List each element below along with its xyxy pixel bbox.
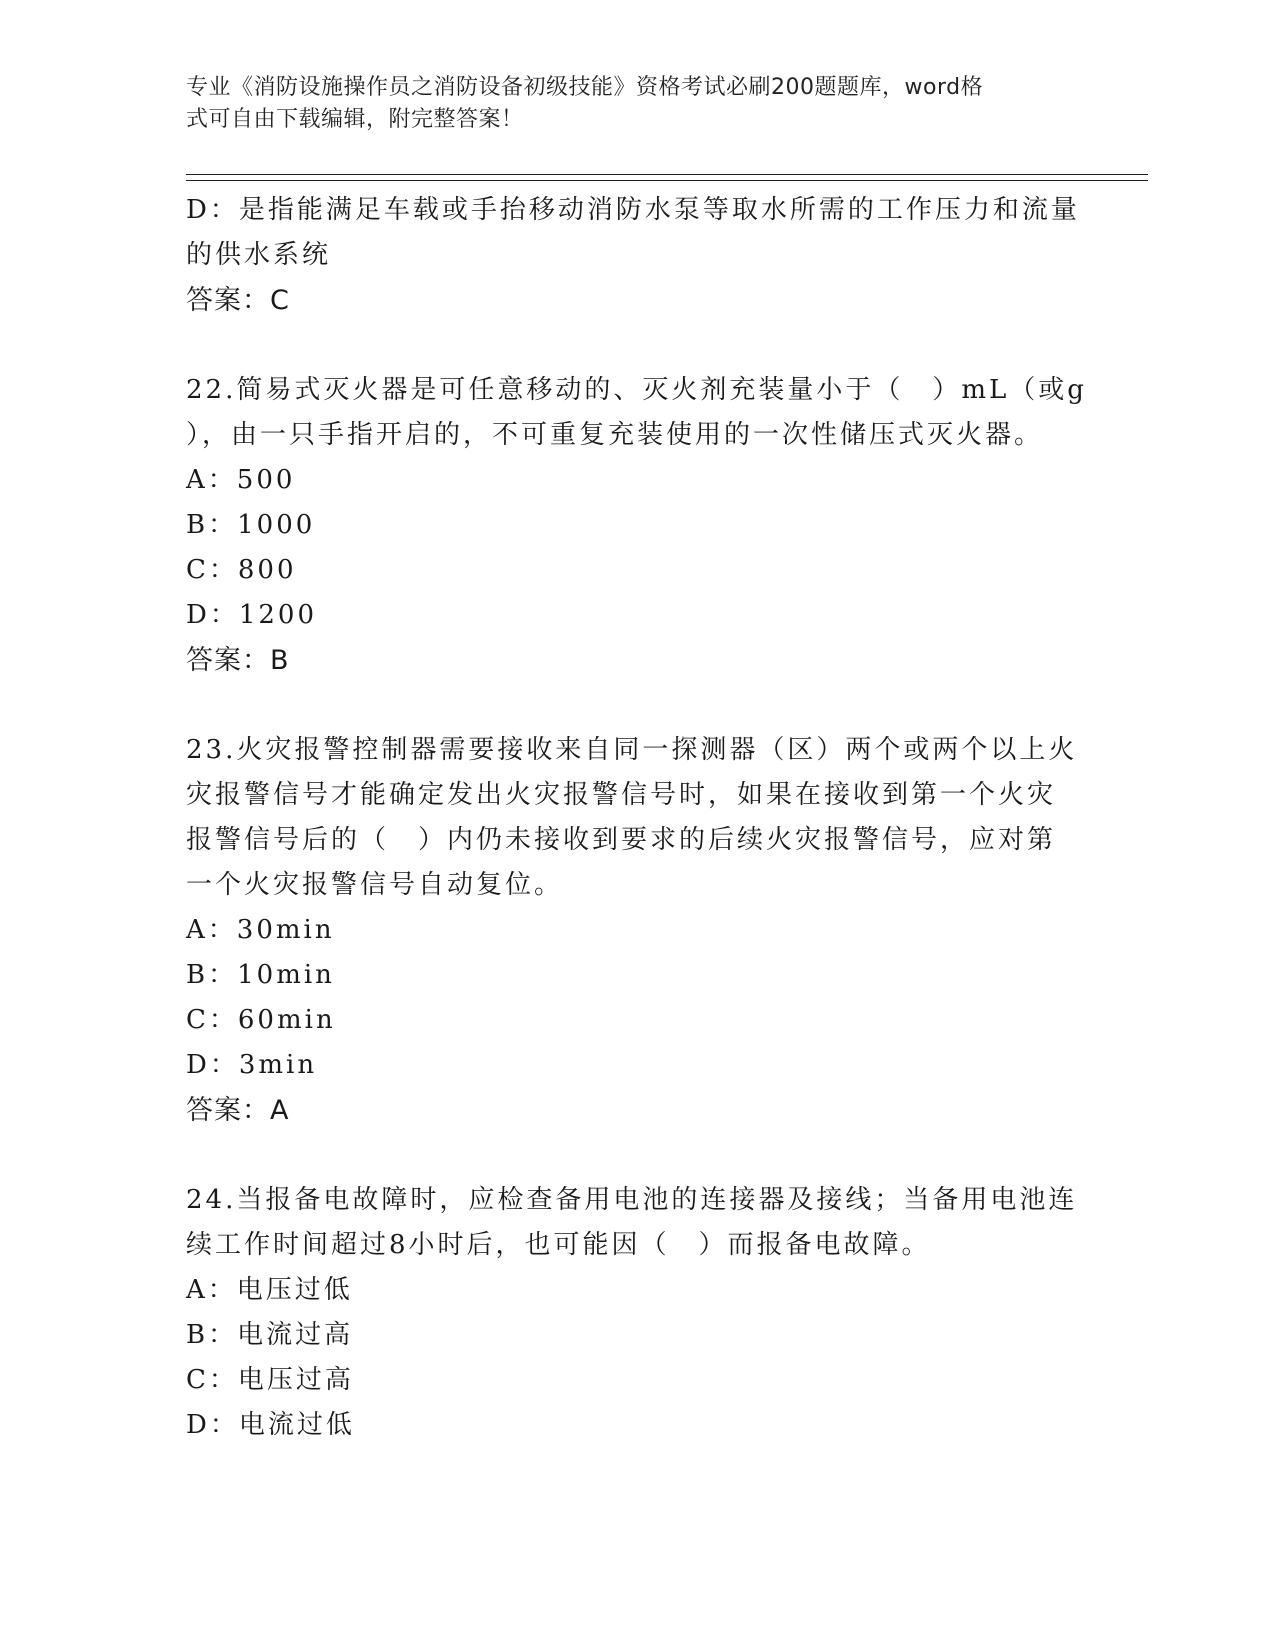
question-text: 24.当报备电故障时，应检查备用电池的连接器及接线；当备用电池连 (186, 1185, 1078, 1215)
header-divider (186, 180, 1148, 181)
option-c: C：电压过高 (186, 1365, 354, 1395)
option-d-continued: 的供水系统 (186, 240, 332, 270)
question-text: 续工作时间超过8小时后，也可能因（ ）而报备电故障。 (186, 1230, 931, 1260)
option-c: C：60min (186, 1005, 336, 1035)
option-c: C：800 (186, 555, 297, 585)
question-content (186, 188, 1087, 1448)
header-line: 专业《消防设施操作员之消防设备初级技能》资格考试必刷200题题库，word格 (186, 75, 984, 100)
question-22 (186, 368, 1087, 683)
option-b: B：1000 (186, 510, 316, 540)
option-a: A：电压过低 (186, 1275, 353, 1305)
question-23 (186, 728, 1076, 1133)
option-b: B：10min (186, 960, 335, 990)
question-21-tail (186, 188, 1080, 323)
answer: 答案：B (186, 645, 290, 676)
spacer (186, 323, 1076, 368)
question-text: ），由一只手指开启的，不可重复充装使用的一次性储压式灭火器。 (186, 420, 1044, 450)
question-24 (186, 1178, 1076, 1448)
answer: 答案：A (186, 1095, 290, 1126)
option-d: D：电流过低 (186, 1410, 355, 1440)
question-text: 报警信号后的（ ）内仍未接收到要求的后续火灾报警信号，应对第 (186, 825, 1057, 855)
option-d: D：是指能满足车载或手抬移动消防水泵等取水所需的工作压力和流量 (186, 195, 1080, 225)
answer: 答案：C (186, 285, 290, 316)
header-line: 式可自由下载编辑，附完整答案！ (186, 107, 524, 132)
page-header (186, 72, 1066, 136)
spacer (186, 1133, 1076, 1178)
option-a: A：500 (186, 465, 296, 495)
question-text: 一个火灾报警信号自动复位。 (186, 870, 564, 900)
option-b: B：电流过高 (186, 1320, 354, 1350)
question-text: 22.简易式灭火器是可任意移动的、灭火剂充装量小于（ ）mL（或g (186, 375, 1087, 405)
option-a: A：30min (186, 915, 335, 945)
option-d: D：1200 (186, 600, 318, 630)
option-d: D：3min (186, 1050, 318, 1080)
question-text: 灾报警信号才能确定发出火灾报警信号时，如果在接收到第一个火灾 (186, 780, 1057, 810)
question-text: 23.火灾报警控制器需要接收来自同一探测器（区）两个或两个以上火 (186, 735, 1078, 765)
header-divider (186, 174, 1148, 175)
spacer (186, 683, 1076, 728)
